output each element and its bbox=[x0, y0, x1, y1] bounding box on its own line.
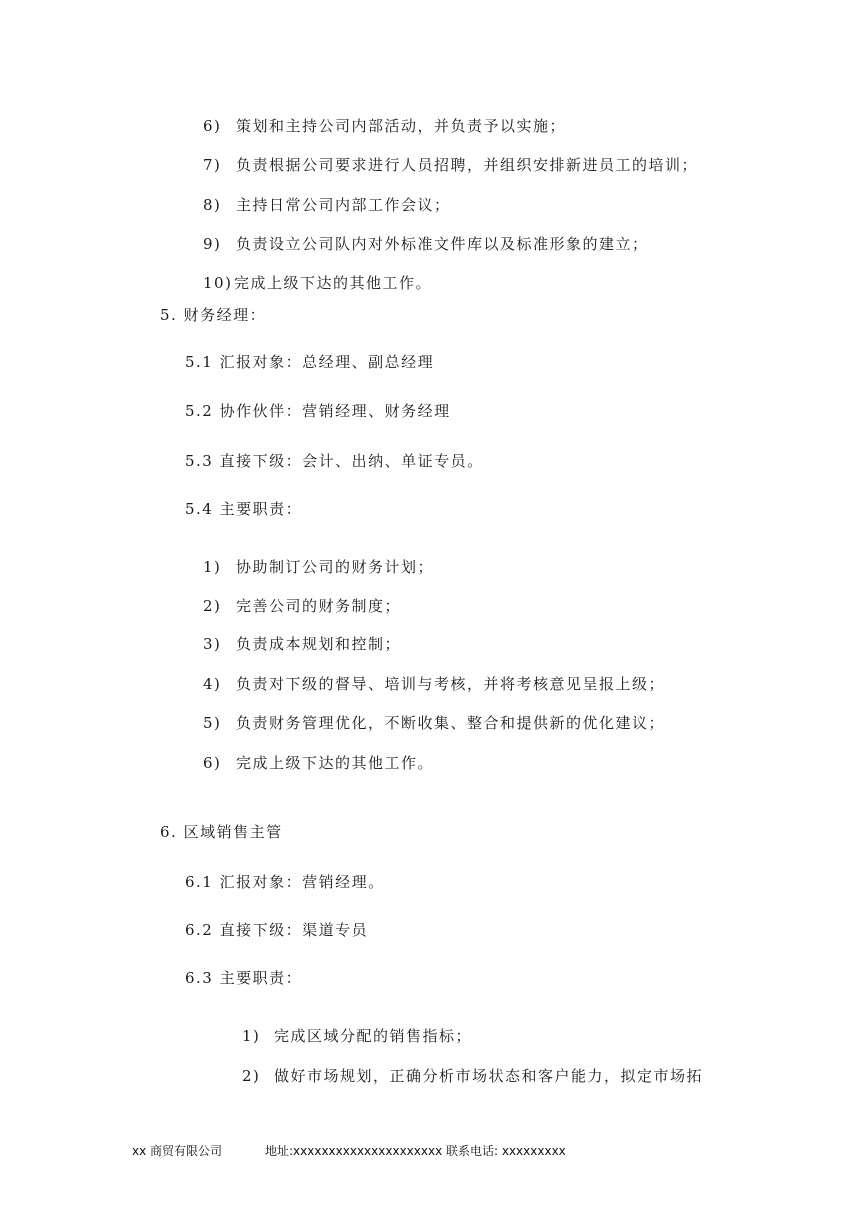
list-item bbox=[242, 1066, 703, 1086]
list-item bbox=[203, 234, 649, 254]
list-item-number: 2) bbox=[203, 597, 222, 615]
list-item-number: 10) bbox=[203, 274, 233, 292]
list-item bbox=[203, 596, 401, 616]
subsection-line: 6.1 汇报对象：营销经理。 bbox=[185, 873, 385, 891]
list-item bbox=[203, 634, 401, 654]
list-item bbox=[203, 116, 566, 136]
list-item-text: 负责财务管理优化，不断收集、整合和提供新的优化建议； bbox=[236, 714, 666, 732]
section-heading: 6. 区域销售主管 bbox=[160, 823, 283, 841]
list-item-number: 2) bbox=[242, 1067, 261, 1085]
list-item bbox=[203, 557, 434, 577]
list-item-text: 完善公司的财务制度； bbox=[236, 597, 402, 615]
list-item bbox=[203, 674, 665, 694]
list-item-text: 完成区域分配的销售指标； bbox=[274, 1027, 473, 1045]
list-item bbox=[203, 713, 665, 733]
list-item-number: 3) bbox=[203, 635, 222, 653]
list-item-text: 策划和主持公司内部活动，并负责予以实施； bbox=[236, 117, 567, 135]
subsection-line: 6.3 主要职责： bbox=[185, 969, 303, 987]
section-heading: 5. 财务经理： bbox=[160, 306, 267, 324]
list-item-text: 协助制订公司的财务计划； bbox=[236, 558, 435, 576]
subsection-line: 5.1 汇报对象：总经理、副总经理 bbox=[185, 353, 435, 371]
footer-company: xx 商贸有限公司 bbox=[132, 1144, 223, 1158]
list-item-text: 完成上级下达的其他工作。 bbox=[236, 754, 435, 772]
list-item-number: 6) bbox=[203, 754, 222, 772]
list-item-text: 负责对下级的督导、培训与考核，并将考核意见呈报上级； bbox=[236, 675, 666, 693]
list-item-text: 负责设立公司队内对外标准文件库以及标准形象的建立； bbox=[236, 235, 649, 253]
list-item bbox=[203, 273, 432, 293]
list-item bbox=[203, 753, 434, 773]
list-item bbox=[203, 155, 698, 175]
list-item-number: 9) bbox=[203, 235, 222, 253]
list-item-text: 做好市场规划，正确分析市场状态和客户能力，拟定市场拓 bbox=[274, 1067, 704, 1085]
list-item bbox=[242, 1026, 472, 1046]
footer-address: 地址:xxxxxxxxxxxxxxxxxxxxx bbox=[265, 1144, 443, 1158]
page-footer bbox=[132, 1143, 566, 1159]
list-item-number: 1) bbox=[242, 1027, 261, 1045]
subsection-line: 6.2 直接下级：渠道专员 bbox=[185, 921, 369, 939]
subsection-line: 5.3 直接下级：会计、出纳、单证专员。 bbox=[185, 452, 484, 470]
list-item-text: 负责根据公司要求进行人员招聘，并组织安排新进员工的培训； bbox=[236, 156, 699, 174]
footer-phone: 联系电话: xxxxxxxxx bbox=[446, 1144, 566, 1158]
list-item-number: 6) bbox=[203, 117, 222, 135]
list-item-number: 7) bbox=[203, 156, 222, 174]
list-item-text: 负责成本规划和控制； bbox=[236, 635, 402, 653]
list-item bbox=[203, 195, 451, 215]
list-item-number: 4) bbox=[203, 675, 222, 693]
list-item-number: 5) bbox=[203, 714, 222, 732]
list-item-text: 完成上级下达的其他工作。 bbox=[234, 274, 433, 292]
list-item-number: 8) bbox=[203, 196, 222, 214]
subsection-line: 5.2 协作伙伴：营销经理、财务经理 bbox=[185, 402, 451, 420]
list-item-number: 1) bbox=[203, 558, 222, 576]
list-item-text: 主持日常公司内部工作会议； bbox=[236, 196, 451, 214]
subsection-line: 5.4 主要职责： bbox=[185, 500, 303, 518]
